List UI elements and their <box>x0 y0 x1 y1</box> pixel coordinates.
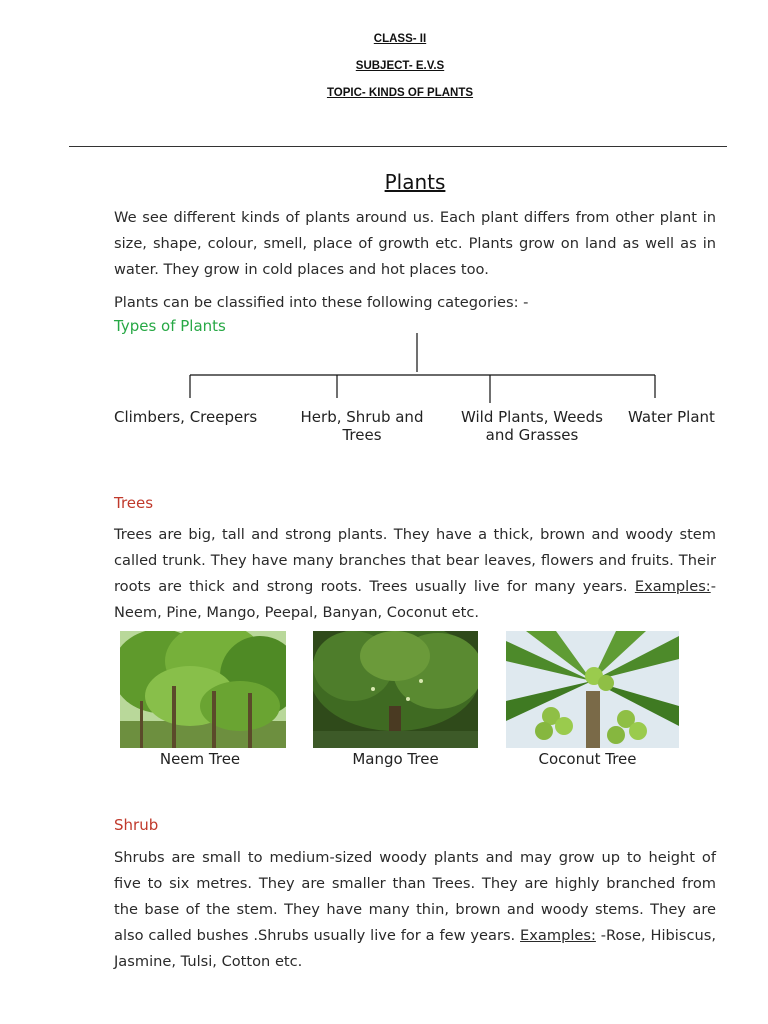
coconut-tree-caption: Coconut Tree <box>538 750 637 768</box>
category-herb-line1: Herb, Shrub and <box>300 408 424 426</box>
types-diagram <box>0 0 768 460</box>
mango-tree-caption: Mango Tree <box>352 750 439 768</box>
coconut-tree-photo <box>506 631 679 748</box>
shrub-paragraph <box>114 845 716 975</box>
shrub-heading: Shrub <box>114 816 159 834</box>
subject-label: SUBJECT- E.V.S <box>355 60 445 72</box>
mango-tree-photo <box>313 631 478 748</box>
trees-paragraph <box>114 522 716 626</box>
classification-sentence: Plants can be classified into these following categories: - <box>114 294 529 311</box>
category-herb-line2: Trees <box>342 426 382 444</box>
category-wild-plants <box>455 408 609 444</box>
types-heading: Types of Plants <box>114 317 226 335</box>
trees-heading: Trees <box>114 494 154 512</box>
category-climbers-line1: Climbers, Creepers <box>114 408 258 426</box>
trees-text: Trees are big, tall and strong plants. They have a thick, brown and woody stem called trunk. They have many branches that bear leaves, flowers and fruits. Their roots are thick and strong roots. Trees usually live for many years. <box>114 526 716 595</box>
category-herb-shrub-trees <box>293 408 431 444</box>
category-wild-line1: Wild Plants, Weeds <box>460 408 604 426</box>
shrub-examples-label: Examples: <box>520 927 596 944</box>
category-climbers <box>114 408 257 426</box>
category-water-line1: Water Plant <box>628 408 715 426</box>
neem-tree-caption: Neem Tree <box>159 750 241 768</box>
topic-label: TOPIC- KINDS OF PLANTS <box>326 87 474 99</box>
intro-paragraph: We see different kinds of plants around us. Each plant differs from other plant in size, shape, colour, smell, place of growth etc. Plants grow on land as well as in water. They grow in cold places and hot places too. <box>114 209 716 278</box>
shrub-examples: -Rose, Hibiscus, Jasmine, Tulsi, Cotton etc. <box>114 927 716 970</box>
trees-examples: -Neem, Pine, Mango, Peepal, Banyan, Coconut etc. <box>114 578 716 621</box>
category-water-plant <box>628 408 715 426</box>
class-label: CLASS- II <box>373 33 427 45</box>
trees-examples-label: Examples: <box>634 578 711 595</box>
category-wild-line2: and Grasses <box>485 426 579 444</box>
shrub-text: Shrubs are small to medium-sized woody plants and may grow up to height of five to six metres. They are smaller than Trees. They are highly branched from the base of the stem. They have many thin, brown and woody stems. They are also called bushes .Shrubs usually live for a few years. <box>114 849 716 944</box>
neem-tree-photo <box>120 631 286 748</box>
page-title: Plants <box>384 170 446 194</box>
